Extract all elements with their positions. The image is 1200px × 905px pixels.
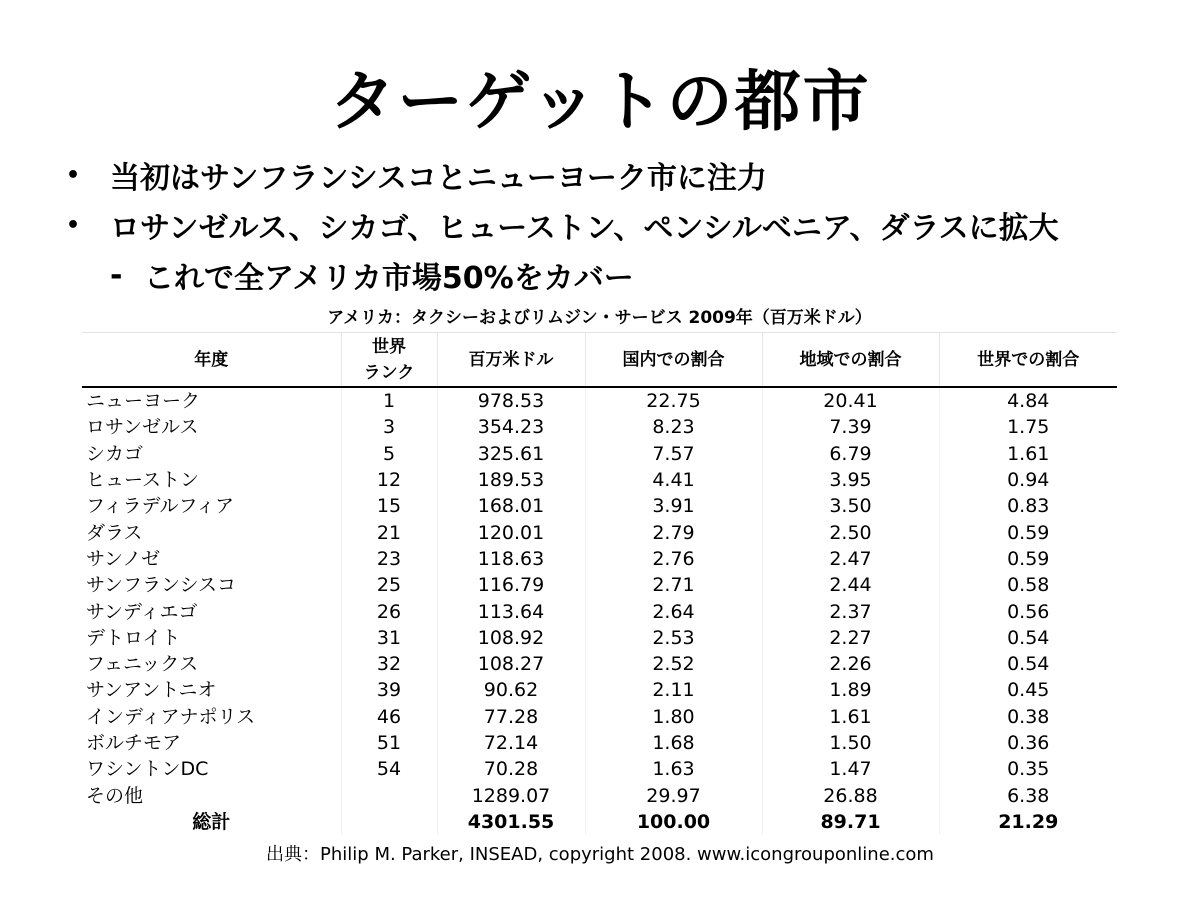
cell-world-share: 0.54 (1007, 653, 1050, 676)
cell-city: サンディエゴ (82, 598, 341, 624)
cell-usd: 978.53 (437, 387, 585, 414)
table-row (82, 519, 1117, 545)
cell-city: サンアントニオ (82, 677, 341, 703)
cell-usd: 354.23 (437, 414, 585, 440)
table-row (82, 546, 1117, 572)
cell-regional-share: 2.44 (762, 572, 939, 598)
cell-usd: 113.64 (437, 598, 585, 624)
table-row (82, 704, 1117, 730)
cell-regional-share: 2.50 (762, 519, 939, 545)
cell-domestic-share: 1.80 (585, 704, 762, 730)
cell-world-rank: 3 (341, 414, 437, 440)
table-row (82, 441, 1117, 467)
cell-world-share: 1.61 (1007, 442, 1050, 465)
cell-domestic-share: 2.71 (585, 572, 762, 598)
cell-usd: 72.14 (437, 730, 585, 756)
bullet-item (66, 150, 1176, 200)
cell-domestic-share: 2.11 (585, 677, 762, 703)
cell-city: ヒューストン (82, 467, 341, 493)
cell-domestic-share: 1.63 (585, 756, 762, 782)
table-row (82, 414, 1117, 440)
cell-world-share: 0.59 (1007, 547, 1050, 570)
table-row (82, 625, 1117, 651)
cell-world-rank: 5 (341, 441, 437, 467)
table-body (82, 387, 1117, 835)
cell-world-share: 0.83 (1007, 495, 1050, 518)
cell-world-rank: 25 (341, 572, 437, 598)
cell-regional-share: 2.37 (762, 598, 939, 624)
cell-usd: 108.92 (437, 625, 585, 651)
cell-world-rank: 54 (341, 756, 437, 782)
slide-title: ターゲットの都市 (329, 63, 871, 140)
header-world-rank-line1: 世界 (372, 336, 406, 357)
cell-domestic-share: 7.57 (585, 441, 762, 467)
cell-world-rank: 23 (341, 546, 437, 572)
bullet-text: ロサンゼルス、シカゴ、ヒューストン、ペンシルベニア、ダラスに拡大 (110, 211, 1059, 246)
table-row (82, 730, 1117, 756)
cell-regional-share: 26.88 (762, 782, 939, 808)
cell-world-share: 0.54 (1007, 626, 1050, 649)
cell-world-share: 0.56 (1007, 600, 1050, 623)
cell-regional-share: 20.41 (762, 387, 939, 414)
cell-world-share: 6.38 (1007, 784, 1050, 807)
sub-bullet-text: これで全アメリカ市場50%をカバー (144, 261, 634, 296)
cell-domestic-share: 29.97 (585, 782, 762, 808)
market-table (82, 333, 1117, 835)
table-caption: アメリカ：タクシーおよびリムジン・サービス 2009年（百万米ドル） (82, 305, 1117, 333)
cell-regional-share: 2.26 (762, 651, 939, 677)
cell-world-share: 4.84 (1007, 390, 1050, 413)
cell-regional-share: 3.50 (762, 493, 939, 519)
cell-world-share: 1.75 (1007, 416, 1050, 439)
sub-bullet-item (66, 250, 1176, 300)
table-row (82, 387, 1117, 414)
cell-city: その他 (82, 782, 341, 808)
total-cell-domestic-share: 100.00 (585, 809, 762, 835)
cell-city: ロサンゼルス (82, 414, 341, 440)
header-domestic-share: 国内での割合 (585, 333, 762, 387)
cell-regional-share: 1.89 (762, 677, 939, 703)
cell-world-rank: 39 (341, 677, 437, 703)
cell-regional-share: 1.61 (762, 704, 939, 730)
cell-regional-share: 6.79 (762, 441, 939, 467)
cell-usd: 108.27 (437, 651, 585, 677)
cell-world-share: 0.36 (1007, 732, 1050, 754)
market-table-container (82, 305, 1117, 835)
cell-usd: 70.28 (437, 756, 585, 782)
bullet-dot-icon: • (66, 212, 81, 238)
bullet-dot-icon: • (66, 162, 81, 188)
cell-usd: 120.01 (437, 519, 585, 545)
cell-city: ダラス (82, 519, 341, 545)
total-cell-world-rank (341, 809, 437, 835)
cell-city: ボルチモア (82, 730, 341, 756)
cell-world-rank: 46 (341, 704, 437, 730)
cell-domestic-share: 8.23 (585, 414, 762, 440)
cell-world-share: 0.94 (1007, 469, 1050, 492)
cell-world-rank: 21 (341, 519, 437, 545)
cell-world-rank: 1 (341, 387, 437, 414)
cell-usd: 118.63 (437, 546, 585, 572)
table-row (82, 782, 1117, 808)
cell-domestic-share: 3.91 (585, 493, 762, 519)
cell-regional-share: 2.27 (762, 625, 939, 651)
header-world-rank (341, 333, 437, 387)
cell-usd: 325.61 (437, 441, 585, 467)
sub-bullet-dash: - (110, 257, 123, 293)
cell-city: フィラデルフィア (82, 493, 341, 519)
cell-domestic-share: 2.64 (585, 598, 762, 624)
total-cell-world-share: 21.29 (998, 810, 1059, 833)
cell-world-rank: 26 (341, 598, 437, 624)
cell-domestic-share: 4.41 (585, 467, 762, 493)
cell-usd: 116.79 (437, 572, 585, 598)
cell-city: ニューヨーク (82, 387, 341, 414)
bullet-text: 当初はサンフランシスコとニューヨーク市に注力 (110, 161, 767, 196)
cell-world-share: 0.35 (1007, 758, 1050, 781)
cell-regional-share: 7.39 (762, 414, 939, 440)
table-row (82, 756, 1117, 782)
cell-world-share: 0.45 (1007, 679, 1050, 702)
cell-domestic-share: 2.76 (585, 546, 762, 572)
cell-usd: 90.62 (437, 677, 585, 703)
header-year: 年度 (82, 333, 341, 387)
table-row (82, 572, 1117, 598)
cell-city: インディアナポリス (82, 704, 341, 730)
header-usd: 百万米ドル (437, 333, 585, 387)
total-cell-regional-share: 89.71 (762, 809, 939, 835)
table-total-row (82, 809, 1117, 835)
table-row (82, 651, 1117, 677)
cell-world-rank: 12 (341, 467, 437, 493)
cell-usd: 168.01 (437, 493, 585, 519)
cell-city: ワシントンDC (82, 756, 341, 782)
table-row (82, 493, 1117, 519)
header-regional-share: 地域での割合 (762, 333, 939, 387)
cell-world-share: 0.58 (1007, 574, 1050, 597)
cell-usd: 77.28 (437, 704, 585, 730)
table-row (82, 677, 1117, 703)
cell-regional-share: 2.47 (762, 546, 939, 572)
cell-domestic-share: 22.75 (585, 387, 762, 414)
cell-city: デトロイト (82, 625, 341, 651)
cell-world-rank: 15 (341, 493, 437, 519)
cell-regional-share: 1.50 (762, 730, 939, 756)
cell-domestic-share: 2.52 (585, 651, 762, 677)
header-world-rank-line2: ランク (363, 362, 415, 383)
cell-world-rank: 51 (341, 730, 437, 756)
cell-domestic-share: 1.68 (585, 730, 762, 756)
cell-world-share: 0.59 (1007, 521, 1050, 544)
source-citation: 出典：Philip M. Parker, INSEAD, copyright 2008. www.icongrouponline.com (266, 844, 934, 865)
cell-domestic-share: 2.79 (585, 519, 762, 545)
cell-city: シカゴ (82, 441, 341, 467)
cell-world-rank (341, 782, 437, 808)
table-row (82, 598, 1117, 624)
cell-regional-share: 1.47 (762, 756, 939, 782)
cell-city: サンノゼ (82, 546, 341, 572)
table-row (82, 467, 1117, 493)
cell-world-share: 0.38 (1007, 705, 1050, 728)
cell-world-rank: 32 (341, 651, 437, 677)
cell-city: フェニックス (82, 651, 341, 677)
cell-usd: 1289.07 (437, 782, 585, 808)
cell-usd: 189.53 (437, 467, 585, 493)
bullet-list (66, 150, 1176, 300)
cell-regional-share: 3.95 (762, 467, 939, 493)
cell-world-rank: 31 (341, 625, 437, 651)
cell-city: サンフランシスコ (82, 572, 341, 598)
cell-domestic-share: 2.53 (585, 625, 762, 651)
bullet-item (66, 200, 1176, 250)
total-cell-city: 総計 (82, 809, 341, 835)
table-header-row (82, 333, 1117, 387)
total-cell-usd: 4301.55 (437, 809, 585, 835)
header-world-share: 世界での割合 (939, 333, 1117, 387)
